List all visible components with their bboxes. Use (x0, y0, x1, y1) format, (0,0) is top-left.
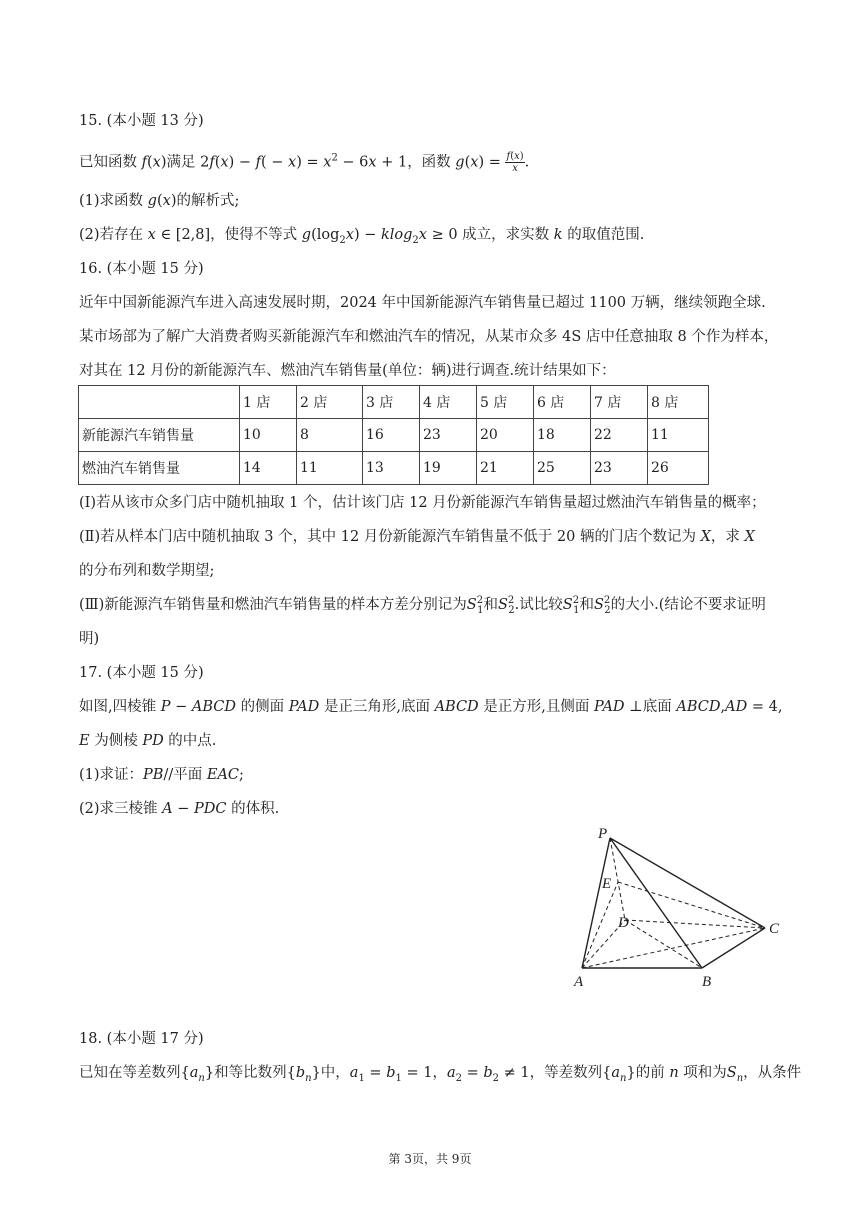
table-cell: 23 (420, 419, 477, 452)
table-row (79, 452, 709, 485)
q17-part1: (1)求证：PB//平面 EAC; (79, 767, 244, 783)
table-cell: 5 店 (477, 386, 534, 419)
label-e: E (602, 876, 612, 892)
edge-pa (582, 838, 610, 968)
q16-line3: 对其在 12 月份的新能源汽车、燃油汽车销售量(单位：辆)进行调查.统计结果如下： (79, 363, 616, 379)
edge-pb (610, 838, 702, 968)
label-p: P (598, 826, 608, 842)
label-a: A (574, 974, 584, 990)
table-cell: 21 (477, 452, 534, 485)
edge-ae (582, 882, 618, 968)
label-b: B (702, 974, 712, 990)
table-cell: 14 (240, 452, 297, 485)
q17-part2: (2)求三棱锥 A − PDC 的体积. (79, 801, 280, 817)
table-cell: 2 店 (297, 386, 363, 419)
edge-dc (625, 920, 765, 928)
q16-line2: 某市场部为了解广大消费者购买新能源汽车和燃油汽车的情况，从某市众多 4S 店中任意抽取 8 个作为样本， (79, 329, 779, 345)
table-cell: 16 (363, 419, 420, 452)
q18-header: 18. (本小题 17 分) (79, 1031, 204, 1047)
table-cell: 11 (297, 452, 363, 485)
table-cell: 7 店 (591, 386, 648, 419)
table-cell (79, 386, 240, 419)
edge-pd (610, 838, 625, 920)
q16-part-ii-cont: 的分布列和数学期望; (79, 563, 215, 579)
table-cell: 6 店 (534, 386, 591, 419)
table-cell: 8 店 (648, 386, 709, 419)
table-cell: 13 (363, 452, 420, 485)
q16-part-iii-cont: 明) (79, 631, 100, 647)
table-cell: 22 (591, 419, 648, 452)
q17-header: 17. (本小题 15 分) (79, 665, 204, 681)
table-cell: 20 (477, 419, 534, 452)
table-cell: 26 (648, 452, 709, 485)
q16-header: 16. (本小题 15 分) (79, 261, 204, 277)
table-cell: 19 (420, 452, 477, 485)
edge-bd (625, 920, 702, 968)
q15-header: 15. (本小题 13 分) (79, 113, 204, 129)
q17-stem1: 如图,四棱锥 P − ABCD 的侧面 PAD 是正三角形,底面 ABCD 是正方形,且侧面 PAD ⊥底面 ABCD,AD = 4, (79, 699, 783, 715)
table-cell: 8 (297, 419, 363, 452)
q15-part2: (2)若存在 x ∈ [2,8]，使得不等式 $g(\log_2x) - klog_2x \ge 0$ 成立，求实数 k 的取值范围. (79, 227, 645, 246)
q16-part-i: (Ⅰ)若从该市众多门店中随机抽取 1 个，估计该门店 12 月份新能源汽车销售量超过燃油汽车销售量的概率； (79, 495, 766, 511)
table-cell: 燃油汽车销售量 (79, 452, 240, 485)
q15-part1: (1)求函数 g(x)的解析式; (79, 193, 240, 209)
table-cell: 11 (648, 419, 709, 452)
table-row (79, 419, 709, 452)
table-cell: 1 店 (240, 386, 297, 419)
pyramid-figure (560, 820, 790, 995)
table-cell: 18 (534, 419, 591, 452)
label-d: D (618, 915, 629, 931)
q16-part-ii: (Ⅱ)若从样本门店中随机抽取 3 个，其中 12 月份新能源汽车销售量不低于 20 辆的门店个数记为 X，求 X (79, 529, 755, 545)
q16-line1: 近年中国新能源汽车进入高速发展时期，2024 年中国新能源汽车销售量已超过 1100 万辆，继续领跑全球. (79, 295, 766, 311)
edge-bc (702, 928, 765, 968)
table-cell: 4 店 (420, 386, 477, 419)
page-footer: 第 3页，共 9页 (388, 1152, 472, 1166)
sales-table (78, 385, 709, 485)
table-cell: 23 (591, 452, 648, 485)
table-cell: 25 (534, 452, 591, 485)
q17-stem2: E 为侧棱 PD 的中点. (79, 733, 217, 749)
table-cell: 3 店 (363, 386, 420, 419)
table-header-row (79, 386, 709, 419)
q16-part-iii: (Ⅲ)新能源汽车销售量和燃油汽车销售量的样本方差分别记为$S^2_1$和$S^2_2$.试比较$S^2_1$和$S^2_2$的大小.(结论不要求证明 (79, 595, 766, 616)
edge-pc (610, 838, 765, 928)
label-c: C (769, 921, 780, 937)
edge-ac (582, 928, 765, 968)
q18-stem: 已知在等差数列$\{a_n\}$和等比数列$\{b_n\}$中，$a_1 = b_1 = 1$，$a_2 = b_2 \ne 1$，等差数列$\{a_n\}$的前 n 项和为$S_n$，从条件 (79, 1065, 802, 1084)
table-cell: 10 (240, 419, 297, 452)
table-cell: 新能源汽车销售量 (79, 419, 240, 452)
q15-stem: 已知函数 f(x)满足 $2f(x) - f( - x) = x^2 - 6x + 1$，函数 g(x) = $\frac{f(x)}{x}$ . (79, 151, 530, 174)
